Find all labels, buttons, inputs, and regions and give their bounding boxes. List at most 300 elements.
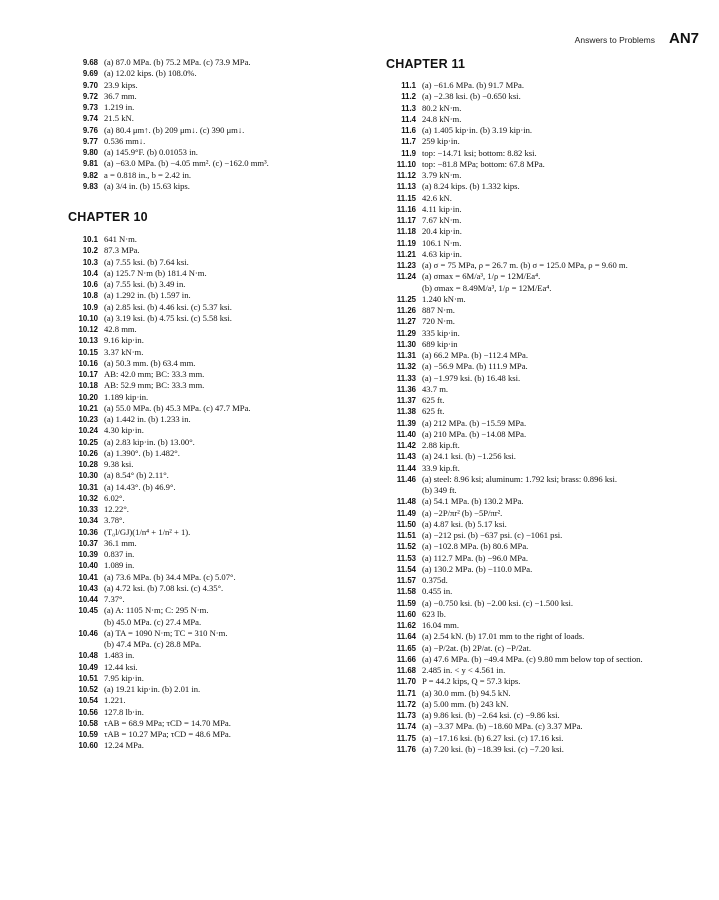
answer-text: 7.67 kN·m. bbox=[422, 215, 462, 225]
problem-number: 10.34 bbox=[78, 516, 98, 526]
problem-number: 11.10 bbox=[396, 159, 416, 169]
problem-number: 10.2 bbox=[82, 246, 98, 256]
answer-text: 641 N·m. bbox=[104, 234, 137, 244]
answer-row bbox=[386, 159, 686, 170]
answer-text: top: −81.8 MPa; bottom: 67.8 MPa. bbox=[422, 158, 545, 169]
problem-number: 11.24 bbox=[396, 272, 416, 282]
answer-row bbox=[386, 339, 686, 350]
answer-row bbox=[68, 302, 368, 313]
answer-row bbox=[68, 650, 368, 661]
answer-row bbox=[68, 538, 368, 549]
problem-number: 9.74 bbox=[82, 114, 98, 124]
answer-row bbox=[386, 91, 686, 102]
answer-row bbox=[68, 102, 368, 113]
answer-text: 720 N·m. bbox=[422, 316, 455, 327]
answer-row bbox=[68, 125, 368, 136]
answer-text: (a) 1.405 kip·in. (b) 3.19 kip·in. bbox=[422, 125, 533, 135]
answer-text: 1.483 in. bbox=[104, 650, 135, 661]
answer-row bbox=[386, 541, 686, 552]
answer-row bbox=[386, 508, 686, 519]
answer-text: (a) 7.55 ksi. (b) 3.49 in. bbox=[104, 279, 186, 289]
answer-row bbox=[68, 729, 368, 740]
answer-text: (a) 54.1 MPa. (b) 130.2 MPa. bbox=[422, 496, 524, 507]
answer-row bbox=[68, 583, 368, 594]
answer-row bbox=[386, 305, 686, 316]
answer-text: (a) 14.43°. (b) 46.9°. bbox=[104, 481, 176, 492]
answer-text: (a) TA = 1090 N·m; TC = 310 N·m. bbox=[104, 627, 228, 638]
problem-number: 10.49 bbox=[78, 662, 98, 672]
answer-text: 0.536 mm↓. bbox=[104, 135, 146, 146]
answer-text: (a) steel: 8.96 ksi; aluminum: 1.792 ksi; brass: 0.896 ksi. bbox=[422, 473, 618, 484]
problem-number: 10.48 bbox=[78, 651, 98, 661]
problem-number: 10.3 bbox=[82, 257, 98, 267]
answer-row bbox=[386, 485, 686, 496]
problem-number: 9.73 bbox=[82, 103, 98, 112]
answer-text: 0.455 in. bbox=[422, 586, 453, 597]
problem-number: 11.39 bbox=[396, 418, 416, 428]
answer-text: 6.02°. bbox=[104, 492, 125, 503]
answer-row bbox=[68, 617, 368, 628]
answer-row bbox=[68, 313, 368, 324]
answer-row bbox=[68, 673, 368, 684]
problem-number: 10.15 bbox=[78, 347, 98, 357]
problem-number: 10.9 bbox=[82, 302, 98, 312]
answer-text: (a) 3/4 in. (b) 15.63 kips. bbox=[104, 180, 190, 191]
answer-text: (a) −63.0 MPa. (b) −4.05 mm². (c) −162.0 mm³. bbox=[104, 158, 269, 169]
answer-text: 0.837 in. bbox=[104, 549, 135, 559]
answer-text: (a) 7.20 ksi. (b) −18.39 ksi. (c) −7.20 ksi. bbox=[422, 743, 564, 754]
problem-number: 11.66 bbox=[396, 654, 416, 664]
answer-text: (a) 8.24 kips. (b) 1.332 kips. bbox=[422, 181, 520, 192]
answer-row bbox=[386, 350, 686, 361]
answer-text: (a) σ = 75 MPa, ρ = 26.7 m. (b) σ = 125.0 MPa, ρ = 9.60 m. bbox=[422, 260, 628, 270]
answer-row bbox=[68, 493, 368, 504]
answer-text: 36.1 mm. bbox=[104, 537, 137, 548]
answer-row bbox=[68, 57, 368, 68]
answer-text: 20.4 kip·in. bbox=[422, 226, 462, 237]
problem-number: 11.9 bbox=[401, 148, 416, 158]
answer-row bbox=[386, 474, 686, 485]
answer-row bbox=[386, 136, 686, 147]
answer-row bbox=[68, 245, 368, 256]
problem-number: 11.38 bbox=[396, 407, 416, 417]
answer-text: 1.189 kip·in. bbox=[104, 391, 149, 402]
problem-number: 9.82 bbox=[82, 170, 98, 180]
answer-row bbox=[386, 238, 686, 249]
answer-row bbox=[68, 572, 368, 583]
chapter-10-answers bbox=[68, 234, 368, 752]
answer-text: (a) 2.54 kN. (b) 17.01 mm to the right of loads. bbox=[422, 631, 585, 642]
problem-number: 11.1 bbox=[401, 81, 416, 90]
problem-number: 10.39 bbox=[78, 550, 98, 559]
answer-text: 1.240 kN·m. bbox=[422, 293, 466, 304]
answer-row bbox=[386, 575, 686, 586]
answer-row bbox=[386, 699, 686, 710]
answer-row bbox=[386, 103, 686, 114]
problem-number: 11.33 bbox=[396, 373, 416, 383]
problem-number: 9.70 bbox=[82, 80, 98, 90]
answer-text: (a) 47.6 MPa. (b) −49.4 MPa. (c) 9.80 mm below top of section. bbox=[422, 653, 643, 664]
answer-row bbox=[68, 718, 368, 729]
answer-text: 23.9 kips. bbox=[104, 79, 138, 90]
answer-row bbox=[386, 688, 686, 699]
answer-row bbox=[68, 504, 368, 515]
answer-text: AB: 52.9 mm; BC: 33.3 mm. bbox=[104, 380, 205, 391]
answer-row bbox=[68, 437, 368, 448]
problem-number: 11.70 bbox=[396, 677, 416, 687]
answer-text: (a) −2.38 ksi. (b) −0.650 ksi. bbox=[422, 91, 521, 102]
answer-text: 9.16 kip·in. bbox=[104, 335, 144, 346]
answer-text: 33.9 kip.ft. bbox=[422, 462, 460, 473]
answer-row bbox=[386, 148, 686, 159]
answer-text: 12.24 MPa. bbox=[104, 740, 144, 751]
problem-number: 10.33 bbox=[78, 505, 98, 514]
problem-number: 11.75 bbox=[396, 733, 416, 743]
problem-number: 10.41 bbox=[78, 572, 98, 582]
problem-number: 10.1 bbox=[82, 235, 98, 244]
answer-text: (a) −0.750 ksi. (b) −2.00 ksi. (c) −1.500 ksi. bbox=[422, 597, 574, 608]
answer-text: a = 0.818 in., b = 2.42 in. bbox=[104, 169, 192, 180]
problem-number: 10.31 bbox=[78, 482, 98, 492]
problem-number: 11.30 bbox=[396, 339, 416, 349]
answer-text: (T₀l/GJ)(1/n⁴ + 1/n² + 1). bbox=[104, 526, 191, 537]
problem-number: 11.72 bbox=[396, 699, 416, 709]
answer-row bbox=[68, 560, 368, 571]
section-title: Answers to Problems bbox=[574, 35, 655, 45]
problem-number: 9.72 bbox=[82, 91, 98, 101]
problem-number: 11.13 bbox=[396, 182, 416, 192]
answer-row bbox=[386, 114, 686, 125]
answer-text: (a) σmax = 6M/a³, 1/ρ = 12M/Ea⁴. bbox=[422, 271, 541, 282]
answer-row bbox=[386, 418, 686, 429]
answer-row bbox=[386, 519, 686, 530]
problem-number: 10.13 bbox=[78, 336, 98, 346]
answer-row bbox=[68, 91, 368, 102]
answer-text: 7.95 kip·in. bbox=[104, 672, 144, 683]
problem-number: 10.4 bbox=[82, 268, 98, 278]
problem-number: 9.80 bbox=[82, 148, 98, 157]
problem-number: 11.54 bbox=[396, 564, 416, 574]
answer-text: 12.44 ksi. bbox=[104, 661, 138, 672]
answer-row bbox=[386, 215, 686, 226]
problem-number: 10.17 bbox=[78, 370, 98, 379]
problem-number: 11.37 bbox=[396, 396, 416, 405]
answer-row bbox=[68, 482, 368, 493]
problem-number: 11.46 bbox=[396, 474, 416, 484]
problem-number: 10.59 bbox=[78, 730, 98, 739]
answer-row bbox=[386, 249, 686, 260]
answer-text: 42.8 mm. bbox=[104, 324, 137, 334]
answer-text: (a) −1.979 ksi. (b) 16.48 ksi. bbox=[422, 372, 521, 383]
answer-text: 3.37 kN·m. bbox=[104, 346, 144, 357]
answer-row bbox=[68, 403, 368, 414]
answer-row bbox=[386, 564, 686, 575]
answer-text: (a) 2.83 kip·in. (b) 13.00°. bbox=[104, 436, 195, 447]
problem-number: 10.28 bbox=[78, 460, 98, 469]
answer-text: (a) 130.2 MPa. (b) −110.0 MPa. bbox=[422, 563, 533, 574]
answer-row bbox=[386, 373, 686, 384]
answer-text: 625 ft. bbox=[422, 406, 445, 417]
answer-row bbox=[386, 80, 686, 91]
answer-text: (a) A: 1105 N·m; C: 295 N·m. bbox=[104, 605, 209, 616]
answer-row bbox=[68, 290, 368, 301]
answer-row bbox=[386, 361, 686, 372]
problem-number: 9.77 bbox=[82, 136, 98, 146]
answer-row bbox=[68, 347, 368, 358]
answer-row bbox=[386, 181, 686, 192]
problem-number: 11.6 bbox=[401, 126, 416, 135]
answer-text: 3.78°. bbox=[104, 515, 125, 526]
problem-number: 11.29 bbox=[396, 328, 416, 338]
answer-row bbox=[386, 586, 686, 597]
answer-text: (a) 66.2 MPa. (b) −112.4 MPa. bbox=[422, 350, 528, 360]
answer-text: 36.7 mm. bbox=[104, 90, 137, 101]
answer-text: 80.2 kN·m. bbox=[422, 102, 462, 113]
answer-row bbox=[386, 429, 686, 440]
answer-row bbox=[68, 515, 368, 526]
problem-number: 10.36 bbox=[78, 527, 98, 537]
answer-text: (a) 3.19 ksi. (b) 4.75 ksi. (c) 5.58 ksi. bbox=[104, 312, 232, 323]
problem-number: 11.40 bbox=[396, 429, 416, 439]
answer-row bbox=[68, 335, 368, 346]
problem-number: 11.59 bbox=[396, 598, 416, 608]
answer-text: 2.88 kip.ft. bbox=[422, 440, 460, 450]
answer-text: τAB = 68.9 MPa; τCD = 14.70 MPa. bbox=[104, 717, 231, 728]
answer-row bbox=[68, 257, 368, 268]
answer-row bbox=[68, 459, 368, 470]
problem-number: 10.40 bbox=[78, 561, 98, 571]
problem-number: 11.21 bbox=[396, 249, 416, 259]
answer-text: (a) 55.0 MPa. (b) 45.3 MPa. (c) 47.7 MPa. bbox=[104, 402, 251, 413]
problem-number: 10.43 bbox=[78, 583, 98, 593]
answer-text: (a) 5.00 mm. (b) 243 kN. bbox=[422, 698, 509, 709]
problem-number: 10.37 bbox=[78, 538, 98, 548]
answer-row bbox=[386, 598, 686, 609]
answer-text: (a) 212 MPa. (b) −15.59 MPa. bbox=[422, 417, 527, 428]
answer-row bbox=[68, 740, 368, 751]
answer-row bbox=[68, 425, 368, 436]
problem-number: 10.46 bbox=[78, 628, 98, 638]
answer-text: (a) −3.37 MPa. (b) −18.60 MPa. (c) 3.37 MPa. bbox=[422, 721, 583, 732]
answer-text: (a) 80.4 μm↑. (b) 209 μm↓. (c) 390 μm↓. bbox=[104, 124, 245, 135]
problem-number: 11.7 bbox=[401, 137, 416, 147]
problem-number: 11.48 bbox=[396, 497, 416, 507]
problem-number: 10.56 bbox=[78, 707, 98, 717]
answer-text: 9.38 ksi. bbox=[104, 459, 134, 469]
answer-row bbox=[386, 440, 686, 451]
problem-number: 11.51 bbox=[396, 531, 416, 540]
problem-number: 11.60 bbox=[396, 609, 416, 619]
answer-row bbox=[68, 181, 368, 192]
problem-number: 11.36 bbox=[396, 384, 416, 394]
answer-text: 4.63 kip·in. bbox=[422, 248, 462, 259]
answer-row bbox=[68, 695, 368, 706]
answer-text: (a) 8.54° (b) 2.11°. bbox=[104, 470, 169, 481]
problem-number: 11.71 bbox=[396, 688, 416, 698]
problem-number: 11.27 bbox=[396, 317, 416, 327]
answer-text: (a) 112.7 MPa. (b) −96.0 MPa. bbox=[422, 552, 528, 563]
answer-text: (a) 210 MPa. (b) −14.08 MPa. bbox=[422, 428, 527, 439]
answer-text: (a) 30.0 mm. (b) 94.5 kN. bbox=[422, 687, 511, 698]
answer-row bbox=[386, 226, 686, 237]
answer-row bbox=[386, 294, 686, 305]
problem-number: 11.4 bbox=[401, 114, 416, 124]
problem-number: 11.76 bbox=[396, 744, 416, 754]
problem-number: 11.3 bbox=[401, 103, 416, 113]
problem-number: 11.32 bbox=[396, 362, 416, 372]
problem-number: 11.43 bbox=[396, 452, 416, 462]
problem-number: 10.58 bbox=[78, 718, 98, 728]
answer-row bbox=[386, 721, 686, 732]
problem-number: 10.45 bbox=[78, 606, 98, 616]
problem-number: 11.50 bbox=[396, 519, 416, 529]
answer-text: (a) 87.0 MPa. (b) 75.2 MPa. (c) 73.9 MPa. bbox=[104, 57, 251, 67]
answer-text: 1.219 in. bbox=[104, 102, 135, 112]
answer-text: 43.7 m. bbox=[422, 383, 449, 394]
problem-number: 11.52 bbox=[396, 542, 416, 552]
problem-number: 11.31 bbox=[396, 351, 416, 360]
chapter-9-answers bbox=[68, 57, 368, 192]
answer-text: (b) 349 ft. bbox=[422, 485, 457, 495]
problem-number: 10.12 bbox=[78, 325, 98, 334]
problem-number: 9.81 bbox=[82, 159, 98, 169]
problem-number: 11.15 bbox=[396, 193, 416, 203]
answer-row bbox=[386, 620, 686, 631]
answer-row bbox=[68, 80, 368, 91]
answer-row bbox=[68, 684, 368, 695]
answer-row bbox=[386, 665, 686, 676]
problem-number: 11.53 bbox=[396, 553, 416, 563]
answer-row bbox=[68, 605, 368, 616]
answer-row bbox=[68, 707, 368, 718]
problem-number: 11.49 bbox=[396, 508, 416, 518]
problem-number: 9.68 bbox=[82, 58, 98, 67]
answer-text: (a) 1.390°. (b) 1.482°. bbox=[104, 447, 180, 458]
problem-number: 10.18 bbox=[78, 381, 98, 391]
problem-number: 11.57 bbox=[396, 576, 416, 585]
answer-row bbox=[68, 147, 368, 158]
answer-row bbox=[68, 527, 368, 538]
problem-number: 10.52 bbox=[78, 685, 98, 694]
answer-row bbox=[386, 395, 686, 406]
answer-row bbox=[68, 68, 368, 79]
answer-row bbox=[386, 328, 686, 339]
problem-number: 10.6 bbox=[82, 280, 98, 289]
answer-text: (a) 4.87 ksi. (b) 5.17 ksi. bbox=[422, 518, 507, 529]
answer-text: (a) 19.21 kip·in. (b) 2.01 in. bbox=[104, 684, 201, 694]
answer-text: 16.04 mm. bbox=[422, 620, 460, 630]
answer-text: AB: 42.0 mm; BC: 33.3 mm. bbox=[104, 369, 205, 379]
answer-text: 3.79 kN·m. bbox=[422, 170, 462, 180]
answer-text: (a) 73.6 MPa. (b) 34.4 MPa. (c) 5.07°. bbox=[104, 571, 236, 582]
left-column bbox=[68, 57, 368, 752]
answer-row bbox=[68, 158, 368, 169]
problem-number: 11.64 bbox=[396, 632, 416, 642]
answer-text: (a) −56.9 MPa. (b) 111.9 MPa. bbox=[422, 361, 528, 372]
problem-number: 11.25 bbox=[396, 294, 416, 304]
answer-text: (a) 1.292 in. (b) 1.597 in. bbox=[104, 290, 191, 301]
problem-number: 11.74 bbox=[396, 722, 416, 732]
answer-row bbox=[68, 594, 368, 605]
problem-number: 10.24 bbox=[78, 426, 98, 436]
answer-text: (a) −212 psi. (b) −637 psi. (c) −1061 psi. bbox=[422, 530, 563, 540]
answer-row bbox=[68, 136, 368, 147]
problem-number: 11.65 bbox=[396, 643, 416, 653]
answer-text: (b) 47.4 MPa. (c) 28.8 MPa. bbox=[104, 639, 202, 649]
problem-number: 11.17 bbox=[396, 216, 416, 225]
answer-row bbox=[386, 530, 686, 541]
problem-number: 11.19 bbox=[396, 238, 416, 248]
answer-row bbox=[386, 463, 686, 474]
answer-row bbox=[386, 170, 686, 181]
answer-text: (a) 4.72 ksi. (b) 7.08 ksi. (c) 4.35°. bbox=[104, 582, 224, 593]
problem-number: 10.25 bbox=[78, 437, 98, 447]
problem-number: 11.2 bbox=[401, 92, 416, 102]
answer-text: 4.11 kip·in. bbox=[422, 203, 462, 214]
answer-text: top: −14.71 ksi; bottom: 8.82 ksi. bbox=[422, 147, 537, 158]
answer-text: (a) 125.7 N·m (b) 181.4 N·m. bbox=[104, 267, 207, 278]
answer-row bbox=[386, 406, 686, 417]
answer-row bbox=[386, 553, 686, 564]
answer-row bbox=[386, 744, 686, 755]
chapter-11-title: CHAPTER 11 bbox=[386, 57, 466, 71]
problem-number: 10.10 bbox=[78, 313, 98, 323]
answer-row bbox=[68, 639, 368, 650]
answer-text: 42.6 kN. bbox=[422, 192, 452, 203]
answer-row bbox=[386, 271, 686, 282]
problem-number: 10.26 bbox=[78, 448, 98, 458]
answer-text: 1.221. bbox=[104, 695, 126, 706]
answer-row bbox=[68, 448, 368, 459]
answer-row bbox=[68, 268, 368, 279]
problem-number: 11.16 bbox=[396, 204, 416, 214]
answer-text: 335 kip·in. bbox=[422, 327, 460, 338]
answer-row bbox=[386, 193, 686, 204]
problem-number: 11.62 bbox=[396, 621, 416, 630]
answer-text: 127.8 lb·in. bbox=[104, 706, 144, 717]
problem-number: 11.26 bbox=[396, 306, 416, 315]
problem-number: 11.58 bbox=[396, 587, 416, 597]
answer-text: 2.485 in. < y < 4.561 in. bbox=[422, 665, 506, 675]
chapter-10-title: CHAPTER 10 bbox=[68, 210, 148, 224]
answer-row bbox=[386, 643, 686, 654]
problem-number: 10.23 bbox=[78, 415, 98, 424]
answer-text: 623 lb. bbox=[422, 608, 446, 619]
answer-row bbox=[386, 631, 686, 642]
answer-text: 4.30 kip·in. bbox=[104, 425, 144, 436]
answer-row bbox=[68, 662, 368, 673]
answer-text: 887 N·m. bbox=[422, 305, 455, 315]
answer-row bbox=[386, 384, 686, 395]
problem-number: 9.76 bbox=[82, 125, 98, 135]
answer-row bbox=[386, 733, 686, 744]
answer-row bbox=[386, 260, 686, 271]
answer-text: (a) −2P/πr² (b) −5P/πr². bbox=[422, 507, 503, 518]
answer-row bbox=[386, 125, 686, 136]
problem-number: 10.8 bbox=[82, 291, 98, 301]
answer-text: (a) 50.3 mm. (b) 63.4 mm. bbox=[104, 357, 196, 368]
answer-text: 0.375d. bbox=[422, 575, 448, 585]
answer-text: (a) −P/2at. (b) 2P/at. (c) −P/2at. bbox=[422, 642, 531, 653]
problem-number: 10.21 bbox=[78, 403, 98, 413]
running-header bbox=[575, 30, 699, 47]
problem-number: 10.60 bbox=[78, 741, 98, 751]
chapter-11-answers bbox=[386, 80, 686, 755]
answer-row bbox=[68, 358, 368, 369]
answer-row bbox=[386, 451, 686, 462]
answer-row bbox=[386, 609, 686, 620]
answer-text: (a) 7.55 ksi. (b) 7.64 ksi. bbox=[104, 256, 189, 267]
